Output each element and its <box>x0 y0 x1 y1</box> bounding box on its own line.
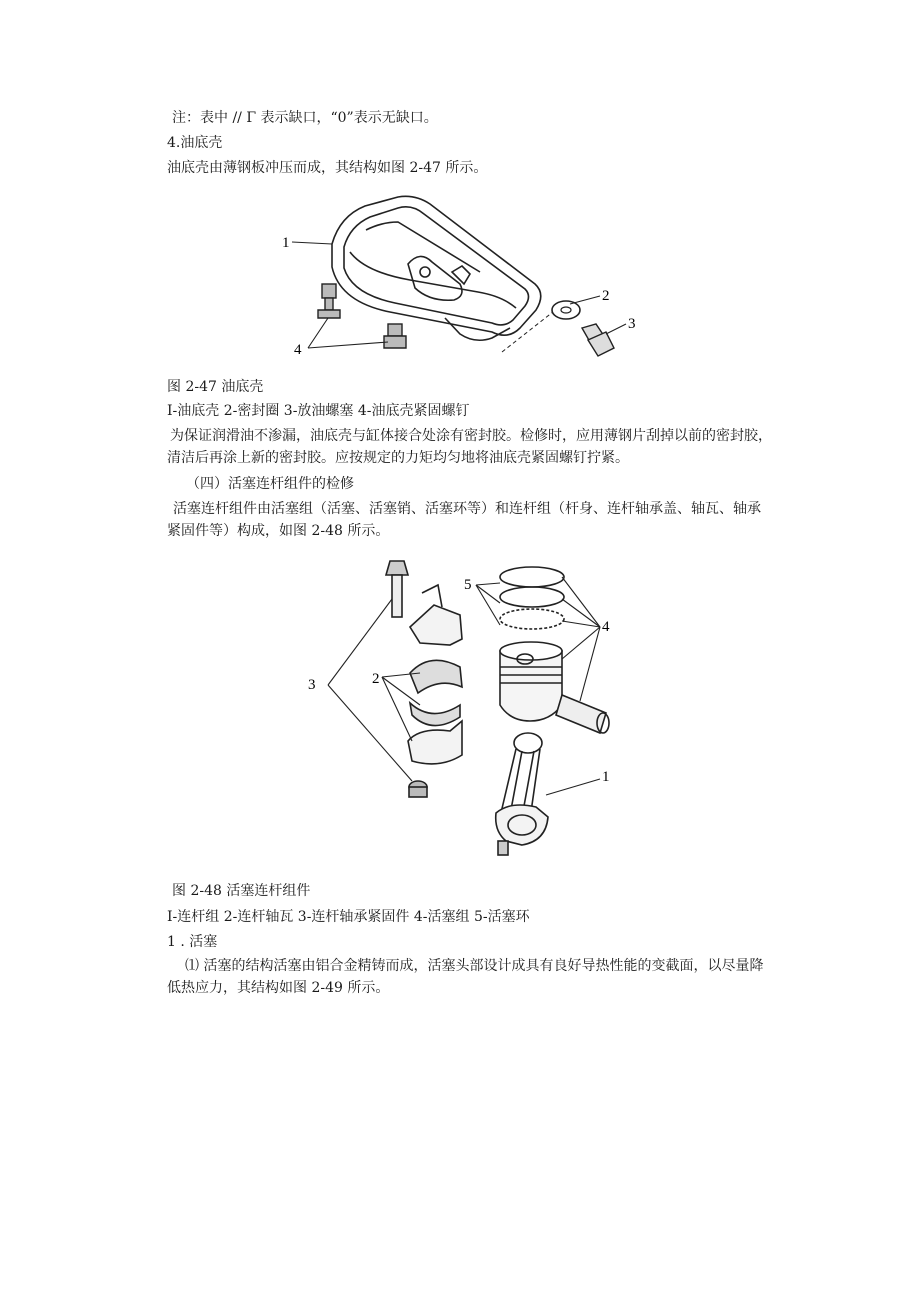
oil-pan-callout-3: 3 <box>628 316 636 332</box>
fig-2-47-caption: 图 2-47 油底壳 <box>167 379 264 395</box>
piston-rod-figure <box>300 555 630 865</box>
oil-pan-figure <box>270 192 650 372</box>
oil-pan-intro: 油底壳由薄钢板冲压而成，其结构如图 2-47 所示。 <box>167 160 488 176</box>
section-heading-piston: 1 . 活塞 <box>167 934 218 950</box>
fig-2-48-caption: 图 2-48 活塞连杆组件 <box>172 883 311 899</box>
oil-pan-callout-2: 2 <box>602 288 610 304</box>
piston-callout-4: 4 <box>602 619 610 635</box>
table-note: 注：表中 // Γ 表示缺口，“0”表示无缺口。 <box>172 110 438 126</box>
piston-structure-paragraph: ⑴ 活塞的结构活塞由铝合金精铸而成，活塞头部设计成具有良好导热性能的变截面，以尽量降低热应力，其结构如图 2-49 所示。 <box>167 958 764 996</box>
section-heading-oil-pan: 4.油底壳 <box>167 135 223 151</box>
fig-2-47-legend: I-油底壳 2-密封圈 3-放油螺塞 4-油底壳紧固螺钉 <box>167 403 470 419</box>
piston-rod-intro: 活塞连杆组件由活塞组（活塞、活塞销、活塞环等）和连杆组（杆身、连杆轴承盖、轴瓦、轴承紧固件等）构成，如图 2-48 所示。 <box>167 501 761 539</box>
piston-callout-5: 5 <box>464 577 472 593</box>
section-heading-piston-rod: （四）活塞连杆组件的检修 <box>186 476 354 492</box>
oil-pan-callout-4: 4 <box>294 342 302 358</box>
oil-pan-paragraph: 为保证润滑油不渗漏，油底壳与缸体接合处涂有密封胶。检修时，应用薄钢片刮掉以前的密封胶，清洁后再涂上新的密封胶。应按规定的力矩均匀地将油底壳紧固螺钉拧紧。 <box>167 428 772 466</box>
piston-callout-1: 1 <box>602 769 610 785</box>
piston-callout-3: 3 <box>308 677 316 693</box>
fig-2-48-legend: I-连杆组 2-连杆轴瓦 3-连杆轴承紧固件 4-活塞组 5-活塞环 <box>167 909 530 925</box>
piston-callout-2: 2 <box>372 671 380 687</box>
oil-pan-callout-1: 1 <box>282 235 290 251</box>
